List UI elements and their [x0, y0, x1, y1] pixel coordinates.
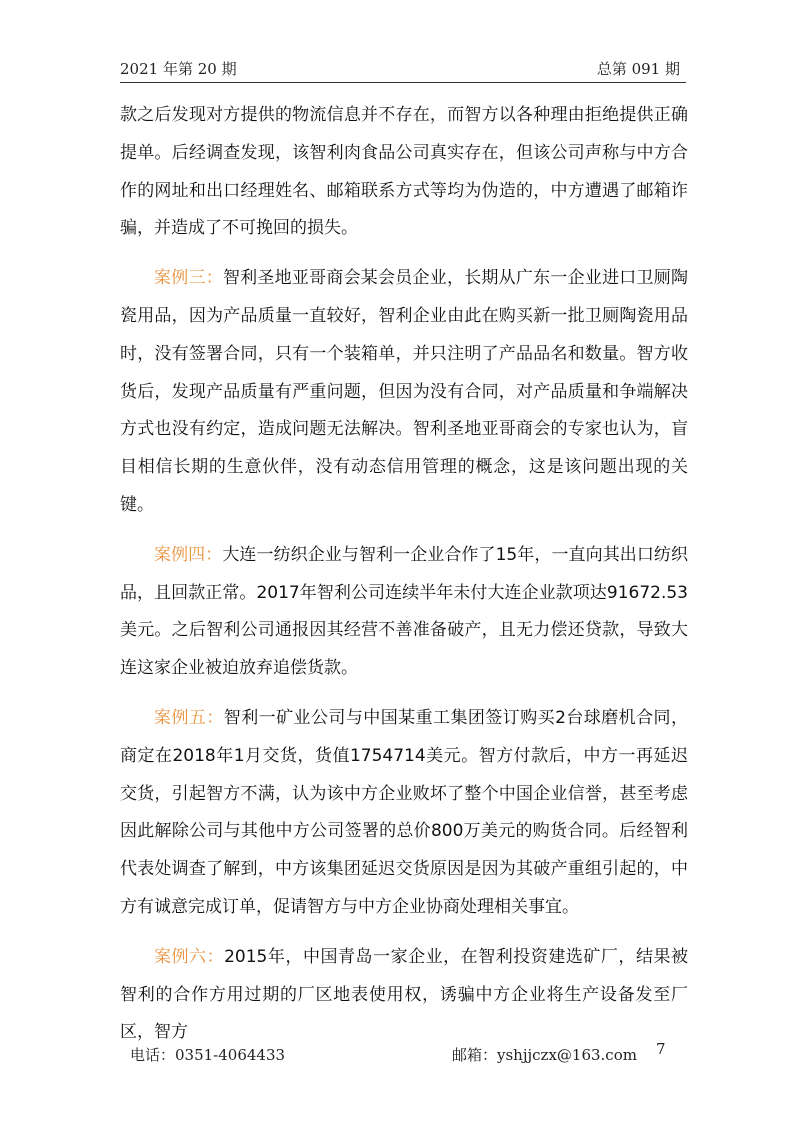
paragraph-case-6	[120, 939, 688, 1052]
paragraph-text: 2015年，中国青岛一家企业，在智利投资建选矿厂，结果被智利的合作方用过期的厂区地表使用权，诱骗中方企业将生产设备发至厂区，智方	[120, 946, 689, 1043]
total-issue-number: 总第 091 期	[596, 60, 680, 78]
paragraph-case-4	[120, 537, 688, 688]
paragraph-text: 智利一矿业公司与中国某重工集团签订购买2台球磨机合同，商定在2018年1月交货，货值1754714美元。智方付款后，中方一再延迟交货，引起智方不满，认为该中方企业败坏了整个中国企业信誉，甚至考虑因此解除公司与其他中方公司签署的总价800万美元的购货合同。后经智利代表处调查了解到，中方该集团延迟交货原因是因为其破产重组引起的，中方有诚意完成订单，促请智方与中方企业协商处理相关事宜。	[120, 707, 688, 917]
paragraph-text: 大连一纺织企业与智利一企业合作了15年，一直向其出口纺织品，且回款正常。2017年智利公司连续半年未付大连企业款项达91672.53美元。之后智利公司通报因其经营不善准备破产，且无力偿还贷款，导致大连这家企业被迫放弃追偿货款。	[120, 544, 689, 679]
paragraph-text: 款之后发现对方提供的物流信息并不存在，而智方以各种理由拒绝提供正确提单。后经调查发现，该智利肉食品公司真实存在，但该公司声称与中方合作的网址和出口经理姓名、邮箱联系方式等均为伪造的，中方遭遇了邮箱诈骗，并造成了不可挽回的损失。	[120, 105, 688, 239]
case-label: 案例五：	[154, 707, 224, 728]
article-body	[120, 97, 688, 1052]
case-label: 案例六：	[154, 946, 225, 967]
case-label: 案例三：	[154, 268, 223, 289]
page-header	[120, 52, 686, 83]
issue-number: 2021 年第 20 期	[120, 60, 237, 78]
paragraph-continued	[120, 97, 688, 248]
paragraph-case-3	[120, 260, 688, 525]
contact-email: 邮箱：yshjjczx@163.com	[452, 1046, 637, 1064]
paragraph-text: 智利圣地亚哥商会某会员企业，长期从广东一企业进口卫厕陶瓷用品，因为产品质量一直较好，智利企业由此在购买新一批卫厕陶瓷用品时，没有签署合同，只有一个装箱单，并只注明了产品品名和数量。智方收货后，发现产品质量有严重问题，但因为没有合同，对产品质量和争端解决方式也没有约定，造成问题无法解决。智利圣地亚哥商会的专家也认为，盲目相信长期的生意伙伴，没有动态信用管理的概念，这是该问题出现的关键。	[120, 268, 689, 515]
case-label: 案例四：	[154, 544, 223, 565]
contact-phone: 电话：0351-4064433	[130, 1046, 286, 1064]
page-footer	[0, 1040, 800, 1068]
paragraph-case-5	[120, 700, 688, 927]
page-number: 7	[656, 1040, 666, 1058]
